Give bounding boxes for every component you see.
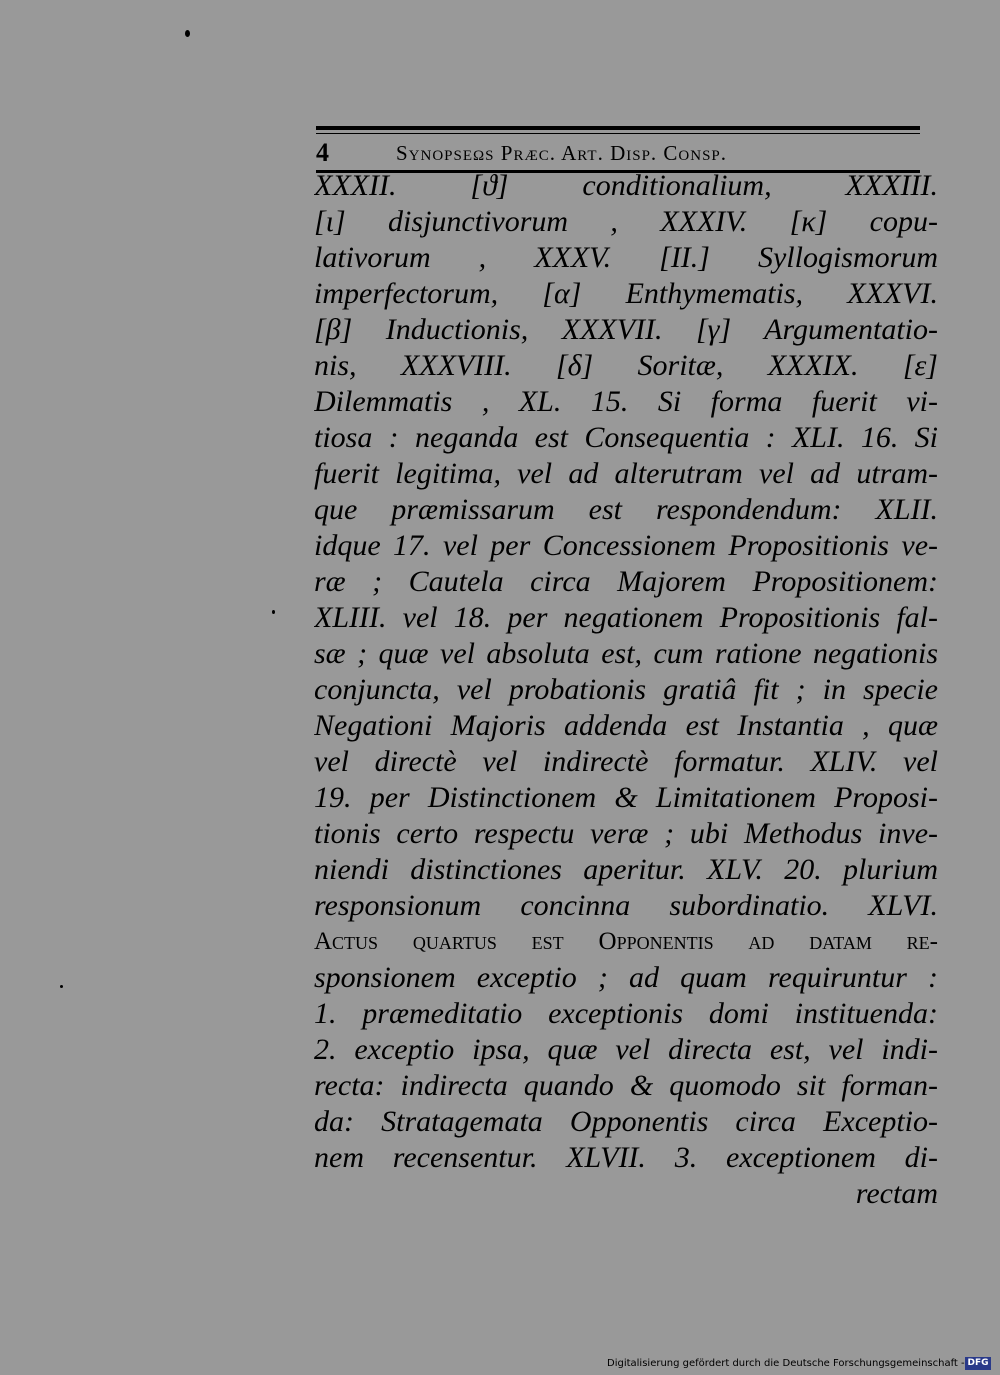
text-line: sæ ; quæ vel absoluta est, cum ratione negationis — [314, 637, 938, 670]
scan-speck — [272, 610, 275, 614]
text-line: nem recensentur. XLVII. 3. exceptionem di- — [314, 1141, 938, 1174]
text-line: XXXII. [ϑ] conditionalium, XXXIII. — [314, 169, 938, 202]
text-line: conjuncta, vel probationis gratiâ fit ; in specie — [314, 673, 938, 706]
text-line: idque 17. vel per Concessionem Propositionis ve- — [314, 529, 938, 562]
text-line: [ι] disjunctivorum , XXXIV. [κ] copu- — [314, 205, 938, 238]
text-line: 2. exceptio ipsa, quæ vel directa est, vel indi- — [314, 1033, 938, 1066]
text-line: fuerit legitima, vel ad alterutram vel ad utram- — [314, 457, 938, 490]
text-line: 1. præmeditatio exceptionis domi instituenda: — [314, 997, 938, 1030]
text-line: XLIII. vel 18. per negationem Propositionis fal- — [314, 601, 938, 634]
text-line: 19. per Distinctionem & Limitationem Proposi- — [314, 781, 938, 814]
header-rule-thick — [316, 126, 920, 130]
text-line: lativorum , XXXV. [II.] Syllogismorum — [314, 241, 938, 274]
scan-speck — [185, 30, 190, 37]
text-line: niendi distinctiones aperitur. XLV. 20. plurium — [314, 853, 938, 886]
text-line: Actus quartus est Opponentis ad datam re- — [314, 928, 938, 955]
text-line: responsionum concinna subordinatio. XLVI. — [314, 889, 938, 922]
text-line: que præmissarum est respondendum: XLII. — [314, 493, 938, 526]
text-line: ræ ; Cautela circa Majorem Propositionem: — [314, 565, 938, 598]
text-line: imperfectorum, [α] Enthymematis, XXXVI. — [314, 277, 938, 310]
running-title: Synopseωs Præc. Art. Disp. Consp. — [396, 141, 728, 165]
text-line: vel directè vel indirectè formatur. XLIV. vel — [314, 745, 938, 778]
dfg-logo: DFG — [965, 1357, 991, 1370]
text-line: sponsionem exceptio ; ad quam requiruntur : — [314, 961, 938, 994]
scan-speck — [60, 985, 63, 988]
page-text — [314, 168, 938, 1212]
text-line: [β] Inductionis, XXXVII. [γ] Argumentatio- — [314, 313, 938, 346]
catchword: rectam — [855, 1177, 938, 1210]
header-rule-thin — [316, 133, 920, 134]
digitization-credit: Digitalisierung gefördert durch die Deutsche Forschungsgemeinschaft - — [607, 1358, 965, 1369]
page-number: 4 — [316, 138, 329, 167]
text-line: Negationi Majoris addenda est Instantia , quæ — [314, 709, 938, 742]
text-line: tionis certo respectu veræ ; ubi Methodus inve- — [314, 817, 938, 850]
text-line: recta: indirecta quando & quomodo sit forman- — [314, 1069, 938, 1102]
text-line: nis, XXXVIII. [δ] Soritæ, XXXIX. [ε] — [314, 349, 938, 382]
text-line: Dilemmatis , XL. 15. Si forma fuerit vi- — [314, 385, 938, 418]
text-line: da: Stratagemata Opponentis circa Exceptio- — [314, 1105, 938, 1138]
text-line: tiosa : neganda est Consequentia : XLI. 16. Si — [314, 421, 938, 454]
